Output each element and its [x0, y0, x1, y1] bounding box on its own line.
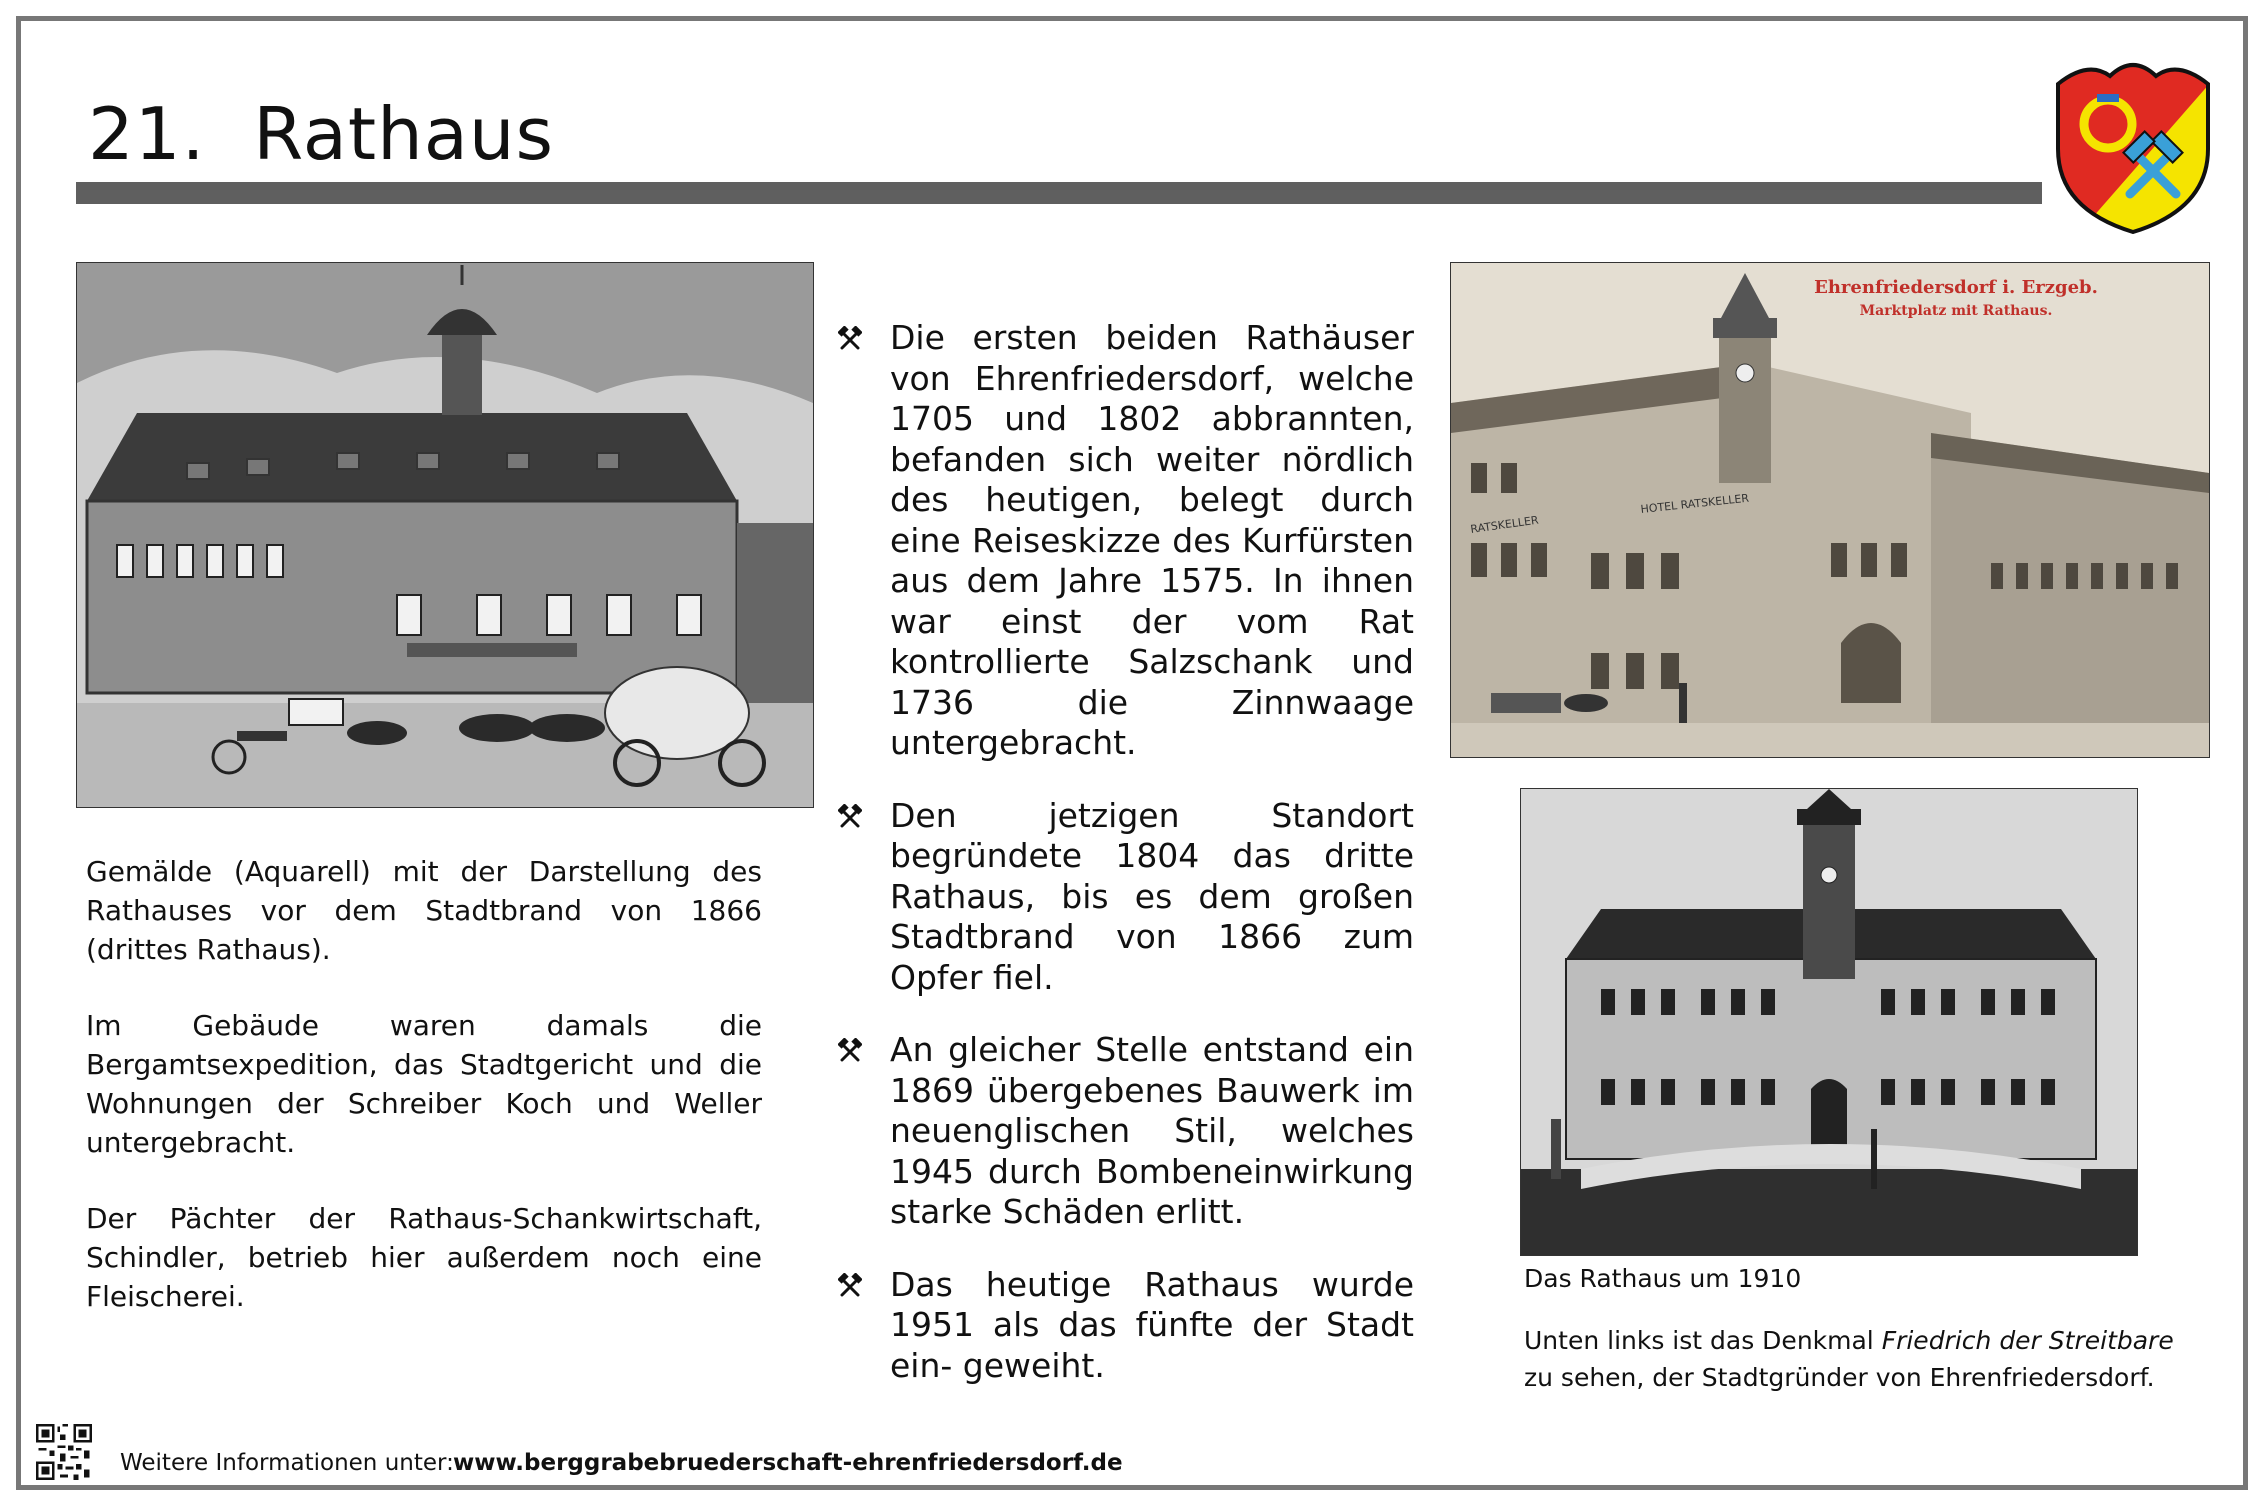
list-item	[838, 796, 1414, 999]
postcard-marketplace-town-hall	[1450, 262, 2210, 758]
ratskeller-sign: RATSKELLER	[1469, 513, 1540, 536]
photo-1910-caption-text	[1524, 1322, 2184, 1396]
postcard-title: Ehrenfriedersdorf i. Erzgeb.	[1814, 277, 2098, 298]
list-item-text: An gleicher Stelle entstand ein 1869 übergebenes Bauwerk im neuenglischen Stil, welches 1945 durch Bombeneinwirkung starke Schäden erlitt.	[890, 1030, 1414, 1231]
caption-paragraph: Der Pächter der Rathaus-Schankwirtschaft, Schindler, betrieb hier außerdem noch eine Fleischerei.	[86, 1202, 762, 1313]
caption-paragraph: Im Gebäude waren damals die Bergamtsexpedition, das Stadtgericht und die Wohnungen der Schreiber Koch und Weller untergebracht.	[86, 1009, 762, 1159]
painting-third-town-hall	[76, 262, 814, 808]
hammer-and-pick-icon	[838, 1038, 862, 1062]
hammer-and-pick-icon	[838, 326, 862, 350]
coat-of-arms-icon	[2048, 54, 2218, 234]
caption-text: Unten links ist das Denkmal	[1524, 1326, 1882, 1355]
list-item	[838, 318, 1414, 764]
list-item	[838, 1030, 1414, 1233]
caption-italic-name: Friedrich der Streitbare	[1881, 1326, 2174, 1355]
list-item-text: Das heutige Rathaus wurde 1951 als das fünfte der Stadt ein- geweiht.	[890, 1264, 1414, 1385]
list-item-text: Den jetzigen Standort begründete 1804 das dritte Rathaus, bis es dem großen Stadtbrand von 1866 zum Opfer fiel.	[890, 795, 1414, 997]
caption-paragraph: Gemälde (Aquarell) mit der Darstellung des Rathauses vor dem Stadtbrand von 1866 (drittes Rathaus).	[86, 855, 762, 966]
footer-label: Weitere Informationen unter:	[120, 1450, 454, 1476]
painting-caption	[86, 852, 762, 1353]
qr-code-icon	[36, 1424, 92, 1480]
photo-town-hall-1910	[1520, 788, 2138, 1256]
page-title: 21. Rathaus	[88, 92, 554, 176]
title-underline	[76, 182, 2042, 204]
hotel-ratskeller-sign: HOTEL RATSKELLER	[1639, 491, 1750, 516]
list-item	[838, 1265, 1414, 1387]
history-list	[838, 318, 1414, 1418]
caption-text: zu sehen, der Stadtgründer von Ehrenfriedersdorf.	[1524, 1363, 2155, 1392]
photo-1910-caption-title: Das Rathaus um 1910	[1524, 1264, 1802, 1293]
hammer-and-pick-icon	[838, 1273, 862, 1297]
postcard-subtitle: Marktplatz mit Rathaus.	[1859, 303, 2053, 319]
list-item-text: Die ersten beiden Rathäuser von Ehrenfriedersdorf, welche 1705 und 1802 abbrannten, befanden sich weiter nördlich des heutigen, belegt durch eine Reiseskizze des Kurfürsten aus dem Jahre 1575. In ihnen war einst der vom Rat kontrollierte Salzschank und 1736 die Zinnwaage untergebracht.	[890, 318, 1414, 762]
hammer-and-pick-icon	[838, 804, 862, 828]
footer-website-link[interactable]: www.berggrabebruederschaft-ehrenfriedersdorf.de	[453, 1450, 1123, 1476]
